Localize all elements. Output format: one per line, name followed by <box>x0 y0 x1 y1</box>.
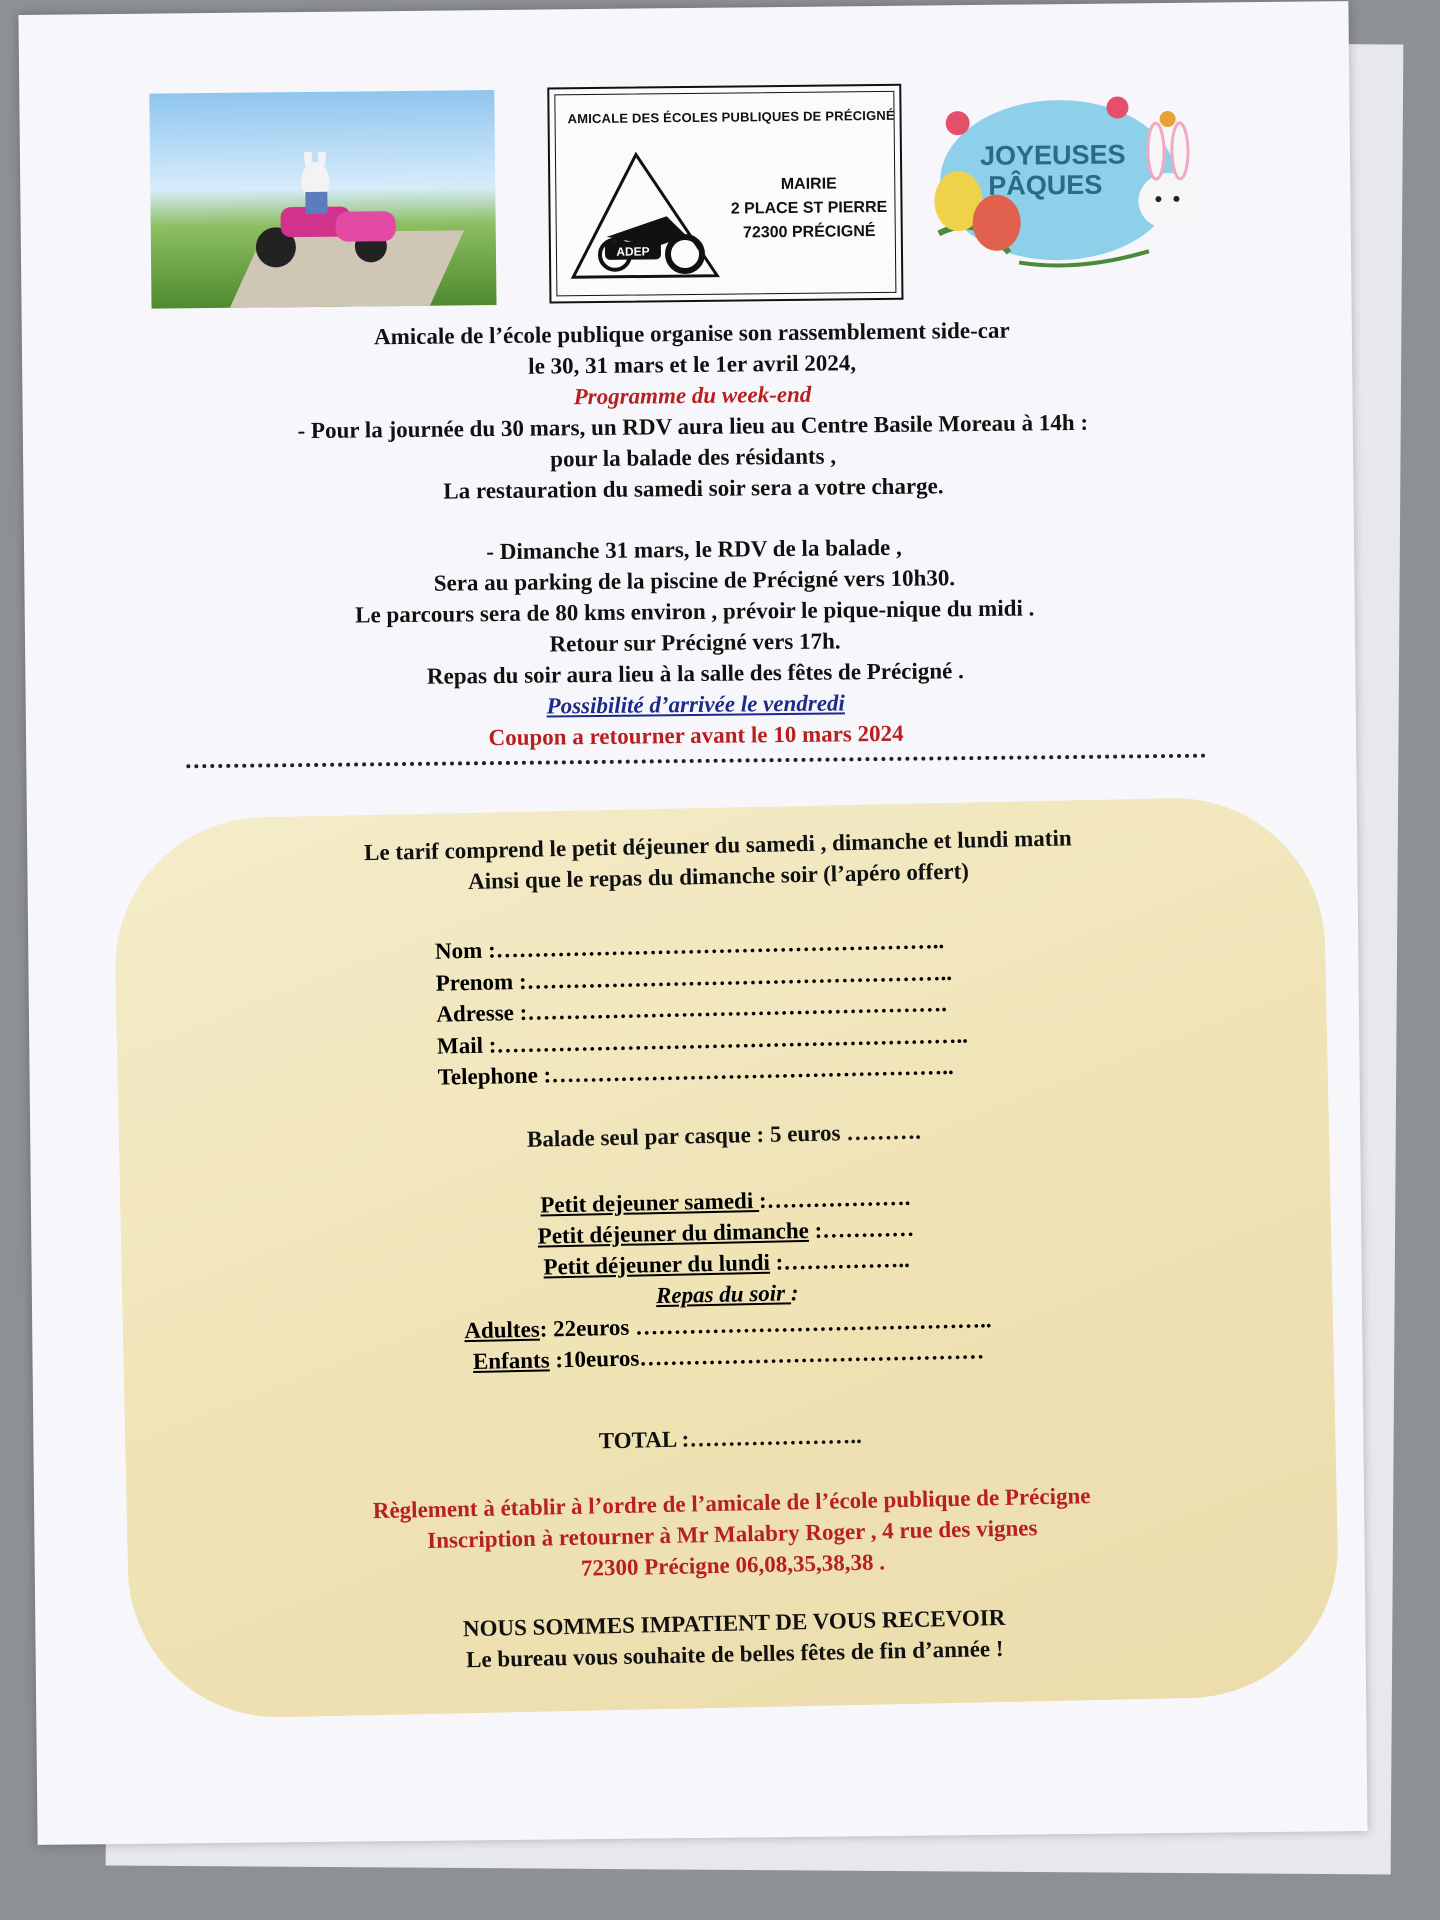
day2-line-4: Retour sur Précigné vers 17h. <box>549 628 841 657</box>
meal-options <box>120 1173 1334 1384</box>
adresse-field[interactable]: Adresse :………………………………………………. <box>436 990 948 1027</box>
reglement-line-1: Règlement à établir à l’ordre de l’amicale de l’école publique de Précigne <box>372 1483 1091 1524</box>
day1-line-2: pour la balade des résidants , <box>550 443 837 472</box>
petit-dej-dimanche-field[interactable]: Petit déjeuner du dimanche :………… <box>537 1215 915 1249</box>
mairie-address: MAIRIE 2 PLACE ST PIERRE 72300 PRÉCIGNÉ <box>730 175 888 242</box>
repas-du-soir-heading: Repas du soir : <box>655 1280 799 1309</box>
closing-line-1: NOUS SOMMES IMPATIENT DE VOUS RECEVOIR <box>462 1604 1006 1642</box>
friday-note: Possibilité d’arrivée le vendredi <box>546 690 845 719</box>
contact-fields <box>435 921 1138 1093</box>
coupon-deadline: Coupon a retourner avant le 10 mars 2024 <box>488 720 904 751</box>
intro-line-2: le 30, 31 mars et le 1er avril 2024, <box>528 350 857 379</box>
day2-line-1: - Dimanche 31 mars, le RDV de la balade , <box>486 534 902 565</box>
intro-line-1: Amicale de l’école publique organise son rassemblement side-car <box>373 317 1010 350</box>
telephone-field[interactable]: Telephone :…………………………………………….. <box>437 1053 954 1090</box>
day2-line-3: Le parcours sera de 80 kms environ , prévoir le pique-nique du midi . <box>355 595 1035 628</box>
tarif-line-2: Ainsi que le repas du dimanche soir (l’apéro offert) <box>467 858 970 894</box>
day2-line-5: Repas du soir aura lieu à la salle des fêtes de Précigné . <box>426 658 964 689</box>
day2-line-2: Sera au parking de la piscine de Précigné vers 10h30. <box>433 565 956 596</box>
prenom-field[interactable]: Prenom :……………………………………………….. <box>435 959 953 996</box>
joyeuses-paques-badge <box>917 80 1229 283</box>
adep-badge-text: ADEP <box>616 244 650 259</box>
association-logo-box <box>547 84 903 304</box>
enfants-field[interactable]: Enfants :10euros……………………………………… <box>472 1338 985 1374</box>
adultes-field[interactable]: Adultes: 22euros ……………………………………….. <box>464 1307 992 1344</box>
logo-title: AMICALE DES ÉCOLES PUBLIQUES DE PRÉCIGNÉ <box>567 107 895 127</box>
event-description <box>122 312 1267 769</box>
nom-field[interactable]: Nom :………………………………………………….. <box>434 928 945 964</box>
easter-line-2: PÂQUES <box>988 169 1103 201</box>
registration-coupon <box>112 795 1341 1720</box>
closing-line-2: Le bureau vous souhaite de belles fêtes de fin d’année ! <box>465 1635 1004 1673</box>
reglement-line-2: Inscription à retourner à Mr Malabry Roger , 4 rue des vignes <box>426 1515 1038 1553</box>
day1-line-1: - Pour la journée du 30 mars, un RDV aura lieu au Centre Basile Moreau à 14h : <box>297 409 1089 444</box>
mail-field[interactable]: Mail :…………………………………………………….. <box>436 1022 969 1059</box>
reglement-line-3: 72300 Précigne 06,08,35,38,38 . <box>580 1549 886 1581</box>
total-field[interactable]: TOTAL :………………….. <box>598 1422 863 1454</box>
day1-line-3: La restauration du samedi soir sera a votre charge. <box>443 473 944 504</box>
program-title: Programme du week-end <box>573 381 812 410</box>
easter-bunny-sidecar-photo <box>149 90 496 309</box>
flyer-paper <box>18 1 1367 1845</box>
adep-motorcycle-logo <box>566 146 737 288</box>
cut-line <box>186 754 1206 769</box>
petit-dej-lundi-field[interactable]: Petit déjeuner du lundi :…………….. <box>543 1246 910 1280</box>
easter-line-1: JOYEUSES <box>979 139 1126 171</box>
balade-price-field[interactable]: Balade seul par casque : 5 euros ………. <box>526 1118 922 1152</box>
petit-dej-samedi-field[interactable]: Petit dejeuner samedi :………………. <box>540 1184 911 1218</box>
tarif-line-1: Le tarif comprend le petit déjeuner du samedi , dimanche et lundi matin <box>363 825 1072 866</box>
